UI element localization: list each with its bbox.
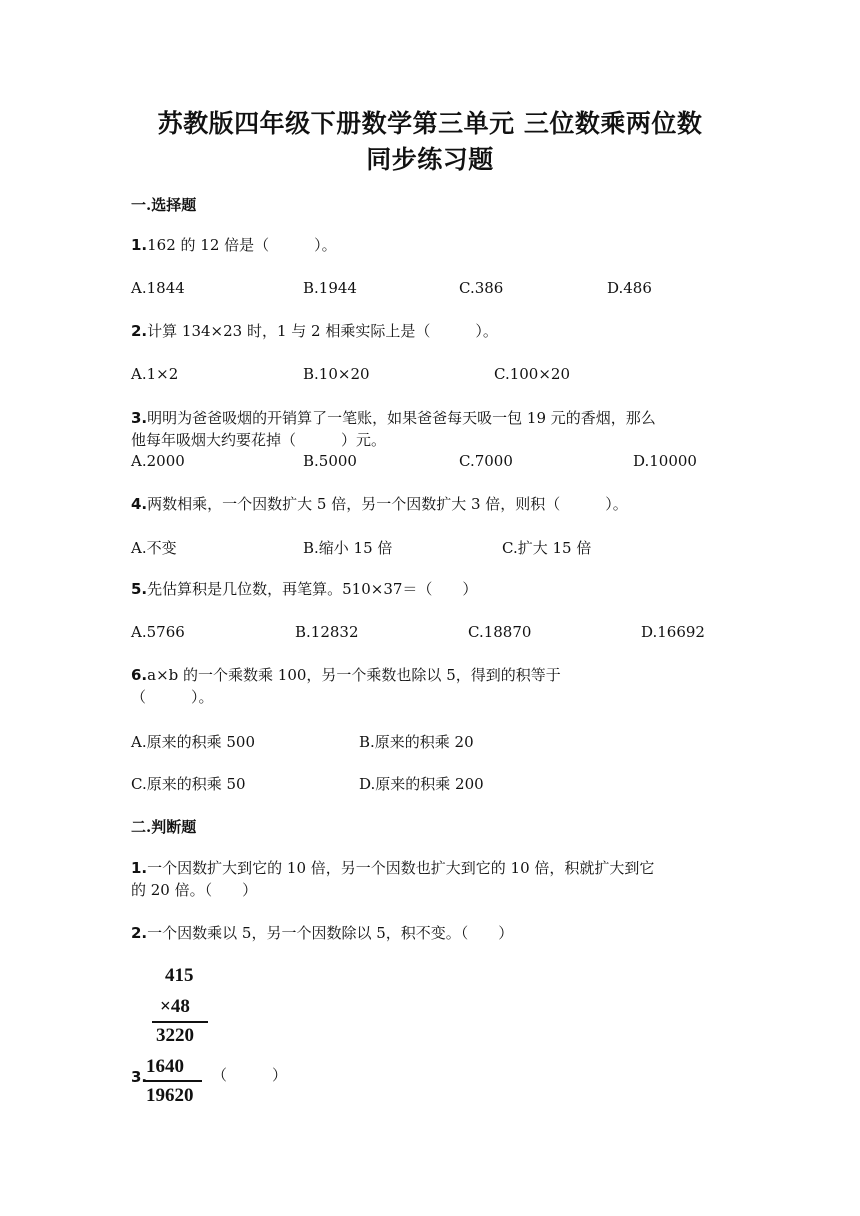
section-heading-choice: 一.选择题: [131, 196, 197, 214]
option-a: A.1×2: [131, 365, 179, 383]
question-number: 1.: [131, 236, 148, 254]
question-number: 5.: [131, 580, 148, 598]
option-b: B.10×20: [303, 365, 370, 383]
option-d: D.10000: [633, 452, 697, 470]
judgement-3-answer-blank: （ ）: [212, 1066, 288, 1084]
question-text: 计算 134×23 时，1 与 2 相乘实际上是（ ）。: [147, 322, 498, 340]
option-a: A.1844: [131, 279, 185, 297]
option-b: B.1944: [303, 279, 357, 297]
question-number: 3.: [131, 1068, 148, 1086]
calc-multiplier: ×48: [160, 996, 190, 1017]
calc-result: 19620: [146, 1085, 194, 1106]
option-d: D.原来的积乘 200: [359, 775, 484, 793]
question-6: [131, 664, 731, 686]
option-d: D.486: [607, 279, 652, 297]
calc-partial-1: 3220: [156, 1025, 194, 1046]
question-text: 一个因数乘以 5，另一个因数除以 5，积不变。（ ）: [147, 924, 514, 942]
option-b: B.缩小 15 倍: [303, 539, 393, 557]
judgement-1: [131, 857, 731, 879]
option-d: D.16692: [641, 623, 705, 641]
question-number: 1.: [131, 859, 148, 877]
question-text: 明明为爸爸吸烟的开销算了一笔账，如果爸爸每天吸一包 19 元的香烟，那么: [147, 409, 656, 427]
option-c: C.100×20: [494, 365, 570, 383]
question-number: 3.: [131, 409, 148, 427]
calc-partial-2: 1640: [146, 1056, 184, 1077]
document-title-line1: 苏教版四年级下册数学第三单元 三位数乘两位数: [157, 109, 703, 138]
question-3-line2: 他每年吸烟大约要花掉（ ）元。: [131, 431, 387, 449]
calc-multiplicand: 415: [165, 965, 194, 986]
question-3: [131, 407, 731, 429]
option-c: C.7000: [459, 452, 513, 470]
option-c: C.386: [459, 279, 504, 297]
question-1: [131, 234, 731, 256]
option-c: C.原来的积乘 50: [131, 775, 246, 793]
option-c: C.扩大 15 倍: [502, 539, 592, 557]
option-a: A.不变: [131, 539, 177, 557]
option-b: B.原来的积乘 20: [359, 733, 474, 751]
question-text: 一个因数扩大到它的 10 倍，另一个因数也扩大到它的 10 倍，积就扩大到它: [147, 859, 655, 877]
calc-rule-2: [144, 1080, 202, 1082]
question-number: 6.: [131, 666, 148, 684]
option-c: C.18870: [468, 623, 532, 641]
question-4: [131, 493, 731, 515]
calc-rule-1: [152, 1021, 208, 1023]
question-text: 162 的 12 倍是（ ）。: [147, 236, 337, 254]
question-number: 4.: [131, 495, 148, 513]
question-number: 2.: [131, 924, 148, 942]
question-number: 2.: [131, 322, 148, 340]
option-b: B.5000: [303, 452, 357, 470]
question-text: 先估算积是几位数，再笔算。510×37＝（ ）: [147, 580, 478, 598]
option-a: A.原来的积乘 500: [131, 733, 255, 751]
option-a: A.2000: [131, 452, 185, 470]
option-b: B.12832: [295, 623, 359, 641]
question-2: [131, 320, 731, 342]
judgement-1-line2: 的 20 倍。（ ）: [131, 881, 258, 899]
question-text: 两数相乘，一个因数扩大 5 倍，另一个因数扩大 3 倍，则积（ ）。: [147, 495, 628, 513]
question-text: a×b 的一个乘数乘 100，另一个乘数也除以 5，得到的积等于: [147, 666, 561, 684]
document-title-line2: 同步练习题: [366, 145, 494, 174]
judgement-2: [131, 922, 731, 944]
judgement-3-number: [131, 1066, 151, 1088]
question-5: [131, 578, 731, 600]
option-a: A.5766: [131, 623, 185, 641]
section-heading-judgement: 二.判断题: [131, 818, 197, 836]
question-6-line2: （ ）。: [131, 688, 214, 706]
